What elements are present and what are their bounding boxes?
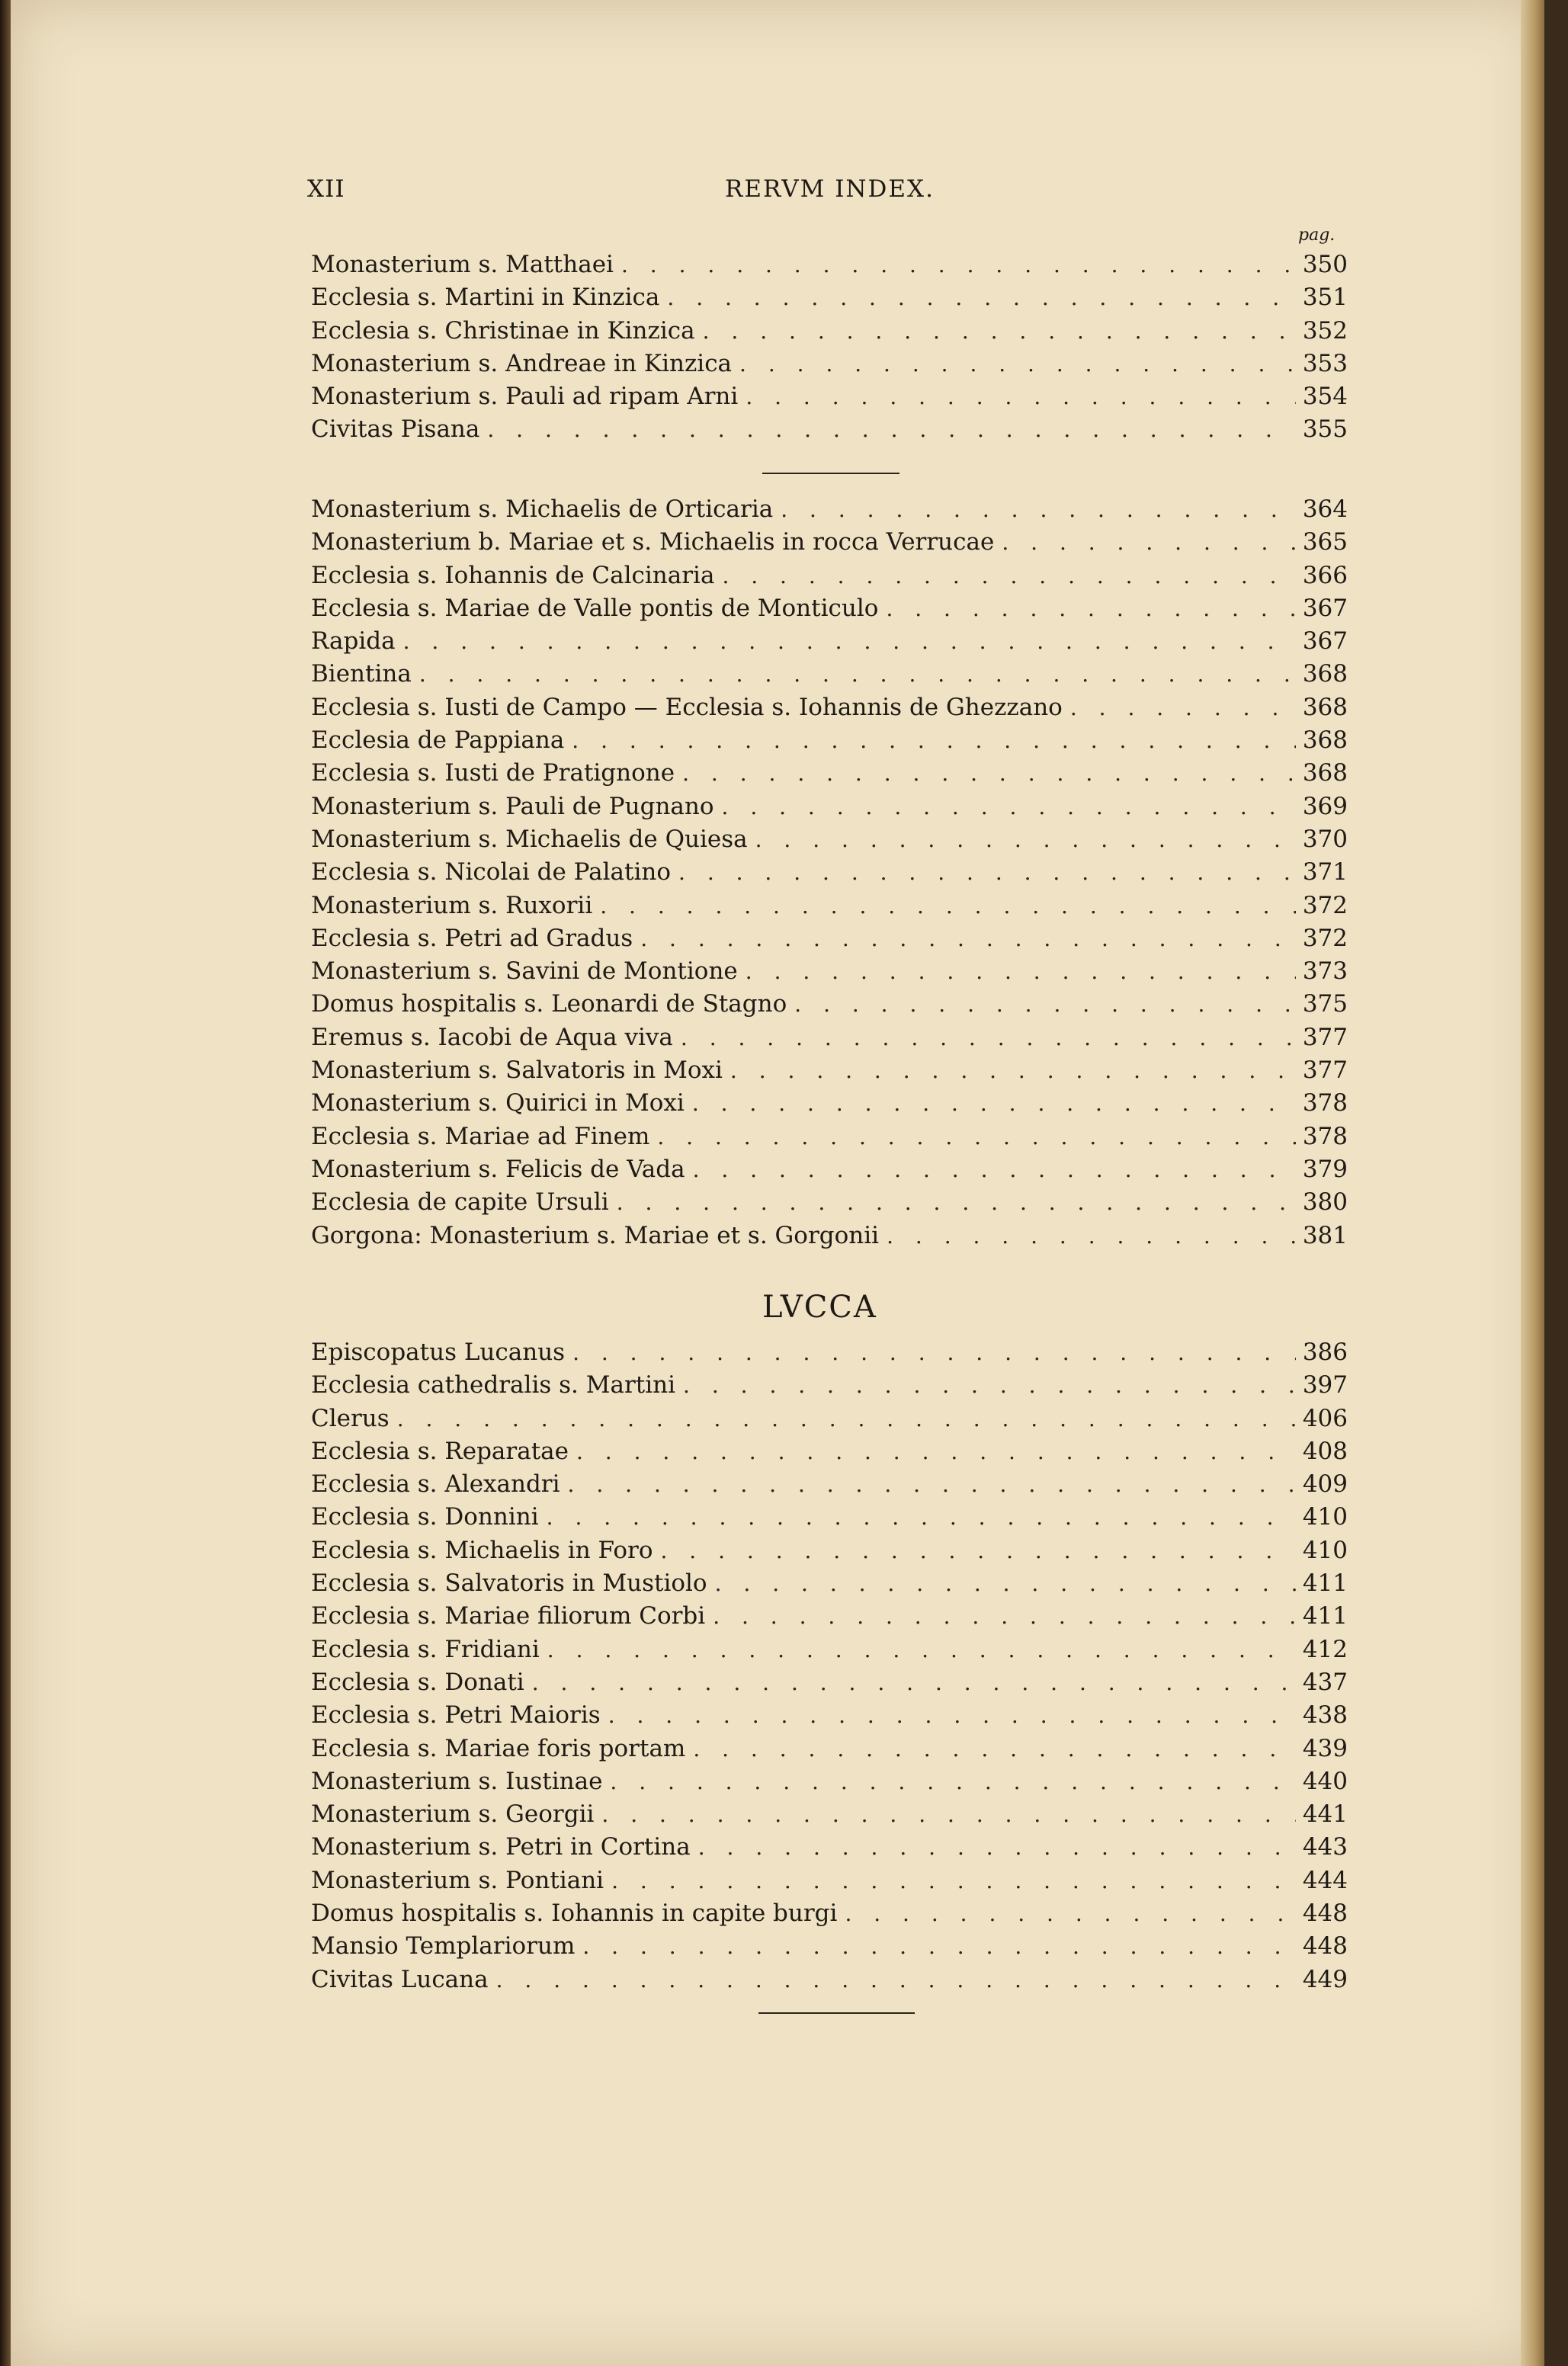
entry-title: Ecclesia de Pappiana [311,726,565,755]
entry-page-number: 412 [1302,1635,1348,1663]
entry-page-number: 408 [1302,1437,1348,1465]
entry-title: Ecclesia s. Mariae de Valle pontis de Monticulo [311,594,879,622]
index-entry [311,1369,1348,1402]
entry-page-number: 406 [1302,1404,1348,1432]
dot-leader [532,1666,1296,1699]
dot-leader [730,1054,1296,1087]
entry-title: Ecclesia s. Nicolai de Palatino [311,858,672,886]
entry-title: Monasterium s. Matthaei [311,251,614,278]
dot-leader [713,1600,1296,1633]
index-entry [311,922,1348,955]
entry-title: Gorgona: Monasterium s. Mariae et s. Gorgonii [311,1221,880,1249]
dot-leader [621,248,1296,281]
entry-page-number: 375 [1302,990,1348,1018]
section-divider [762,473,899,474]
entry-title: Monasterium s. Savini de Montione [311,957,738,986]
entry-title: Monasterium s. Pauli de Pugnano [311,792,714,820]
entry-page-number: 378 [1302,1089,1348,1117]
index-entry [311,1633,1348,1666]
index-entry [311,1403,1348,1435]
entry-page-number: 448 [1302,1900,1348,1928]
dot-leader [611,1864,1296,1897]
index-entry [311,1120,1348,1153]
index-list-pisa-1 [311,248,1348,447]
entry-page-number: 440 [1302,1767,1348,1795]
entry-page-number: 411 [1302,1602,1348,1630]
dot-leader [781,493,1296,526]
dot-leader [568,1468,1296,1501]
index-entry [311,1435,1348,1468]
index-list-lucca [311,1336,1348,1996]
index-entry [311,691,1348,724]
index-entry [311,1501,1348,1534]
entry-page-number: 354 [1302,383,1348,411]
dot-leader [693,1733,1296,1765]
index-list-pisa-2 [311,493,1348,1252]
entry-title: Civitas Lucana [311,1965,489,1993]
entry-page-number: 370 [1302,825,1348,853]
index-entry [311,1864,1348,1897]
entry-page-number: 410 [1302,1503,1348,1531]
entry-title: Ecclesia s. Michaelis in Foro [311,1536,653,1564]
dot-leader [397,1403,1296,1435]
index-entry [311,988,1348,1021]
entry-title: Ecclesia s. Reparatae [311,1437,569,1465]
entry-title: Monasterium s. Michaelis de Orticaria [311,495,774,523]
entry-title: Mansio Templariorum [311,1932,576,1960]
entry-title: Bientina [311,660,412,688]
dot-leader [617,1186,1296,1219]
dot-leader [582,1930,1296,1963]
dot-leader [572,724,1296,757]
index-entry [311,413,1348,446]
entry-title: Monasterium s. Iustinae [311,1767,603,1795]
index-entry [311,1897,1348,1930]
entry-page-number: 409 [1302,1470,1348,1499]
dot-leader [755,823,1296,856]
index-entry [311,1699,1348,1732]
index-entry [311,856,1348,889]
dot-leader [547,1501,1296,1534]
index-entry [311,493,1348,526]
entry-page-number: 351 [1302,284,1348,312]
entry-title: Domus hospitalis s. Leonardi de Stagno [311,990,787,1018]
index-entry [311,1567,1348,1600]
entry-page-number: 377 [1302,1056,1348,1085]
index-entry [311,1186,1348,1219]
index-entry [311,1765,1348,1798]
entry-title: Ecclesia s. Donati [311,1668,524,1696]
dot-leader [496,1964,1296,1996]
entry-page-number: 379 [1302,1155,1348,1183]
entry-title: Ecclesia s. Martini in Kinzica [311,284,660,312]
entry-page-number: 381 [1302,1221,1348,1249]
entry-page-number: 448 [1302,1932,1348,1960]
entry-title: Eremus s. Iacobi de Aqua viva [311,1023,673,1051]
entry-page-number: 378 [1302,1122,1348,1150]
entry-title: Domus hospitalis s. Iohannis in capite burgi [311,1900,838,1928]
entry-title: Monasterium s. Ruxorii [311,891,593,919]
index-entry [311,890,1348,922]
index-entry [311,380,1348,413]
entry-title: Monasterium s. Michaelis de Quiesa [311,825,748,853]
entry-page-number: 367 [1302,627,1348,656]
entry-page-number: 368 [1302,660,1348,688]
entry-page-number: 352 [1302,316,1348,345]
entry-page-number: 365 [1302,528,1348,556]
entry-title: Monasterium s. Pauli ad ripam Arni [311,383,739,411]
index-entry [311,1087,1348,1120]
dot-leader [794,988,1296,1021]
entry-page-number: 368 [1302,726,1348,755]
entry-title: Ecclesia s. Iusti de Campo — Ecclesia s. Iohannis de Ghezzano [311,693,1063,721]
entry-page-number: 397 [1302,1371,1348,1399]
entry-title: Monasterium s. Felicis de Vada [311,1155,685,1183]
entry-title: Ecclesia s. Mariae filiorum Corbi [311,1602,706,1630]
entry-title: Ecclesia s. Iohannis de Calcinaria [311,561,715,589]
index-entry [311,1153,1348,1186]
dot-leader [681,1021,1296,1054]
entry-page-number: 441 [1302,1800,1348,1829]
index-entry [311,1831,1348,1864]
index-entry [311,625,1348,658]
entry-page-number: 353 [1302,349,1348,377]
dot-leader [667,281,1296,314]
index-entry [311,592,1348,625]
dot-leader [572,1336,1296,1369]
page-edge [1521,0,1544,2366]
entry-title: Episcopatus Lucanus [311,1338,566,1366]
dot-leader [661,1534,1297,1567]
entry-title: Ecclesia s. Petri Maioris [311,1701,601,1730]
entry-page-number: 411 [1302,1569,1348,1598]
index-entry [311,1798,1348,1831]
folio-number: XII [307,175,345,203]
entry-page-number: 444 [1302,1866,1348,1894]
dot-leader [419,658,1296,691]
entry-title: Ecclesia s. Mariae ad Finem [311,1122,650,1150]
index-entry [311,1534,1348,1567]
dot-leader [746,955,1296,988]
index-entry [311,315,1348,348]
entry-title: Monasterium s. Salvatoris in Moxi [311,1056,723,1085]
dot-leader [722,559,1296,592]
entry-page-number: 371 [1302,858,1348,886]
dot-leader [640,922,1296,955]
dot-leader [692,1087,1296,1120]
entry-title: Monasterium s. Pontiani [311,1866,604,1894]
dot-leader [547,1633,1296,1666]
index-entry [311,1021,1348,1054]
index-entry [311,724,1348,757]
dot-leader [608,1699,1296,1732]
entry-page-number: 438 [1302,1701,1348,1730]
index-entry [311,559,1348,592]
dot-leader [576,1435,1296,1468]
dot-leader [403,625,1296,658]
dot-leader [886,592,1296,625]
dot-leader [703,315,1296,348]
dot-leader [1070,691,1296,724]
index-entry [311,1468,1348,1501]
dot-leader [693,1153,1296,1186]
entry-title: Ecclesia s. Donnini [311,1503,539,1531]
index-entry [311,823,1348,856]
dot-leader [845,1897,1296,1930]
index-entry [311,248,1348,281]
dot-leader [610,1765,1296,1798]
index-entry [311,1054,1348,1087]
index-entry [311,1336,1348,1369]
dot-leader [715,1567,1296,1600]
dot-leader [1002,526,1296,559]
dot-leader [698,1831,1296,1864]
dot-leader [600,890,1296,922]
index-entry [311,1964,1348,1996]
entry-page-number: 350 [1302,251,1348,278]
entry-page-number: 380 [1302,1188,1348,1217]
entry-title: Ecclesia s. Alexandri [311,1470,560,1499]
dot-leader [678,856,1296,889]
entry-page-number: 372 [1302,924,1348,952]
entry-page-number: 366 [1302,561,1348,589]
entry-page-number: 364 [1302,495,1348,523]
entry-title: Monasterium s. Georgii [311,1800,595,1829]
index-entry [311,757,1348,790]
entry-page-number: 369 [1302,792,1348,820]
dot-leader [887,1220,1296,1252]
entry-page-number: 373 [1302,957,1348,986]
entry-title: Monasterium s. Petri in Cortina [311,1833,691,1861]
index-entry [311,348,1348,380]
entry-title: Clerus [311,1404,390,1432]
entry-title: Ecclesia cathedralis s. Martini [311,1371,676,1399]
dot-leader [739,348,1296,380]
entry-page-number: 386 [1302,1338,1348,1366]
entry-page-number: 443 [1302,1833,1348,1861]
entry-title: Ecclesia de capite Ursuli [311,1188,609,1217]
end-divider [758,2012,915,2014]
entry-page-number: 355 [1302,415,1348,444]
entry-title: Civitas Pisana [311,415,480,444]
index-entry [311,1733,1348,1765]
entry-page-number: 410 [1302,1536,1348,1564]
entry-title: Ecclesia s. Iusti de Pratignone [311,759,675,787]
entry-title: Ecclesia s. Mariae foris portam [311,1734,686,1762]
dot-leader [722,790,1296,823]
running-title: RERVM INDEX. [725,175,935,203]
index-entry [311,281,1348,314]
entry-title: Ecclesia s. Salvatoris in Mustiolo [311,1569,707,1598]
running-head [307,175,1364,206]
entry-title: Monasterium s. Quirici in Moxi [311,1089,685,1117]
entry-title: Ecclesia s. Petri ad Gradus [311,924,633,952]
entry-title: Monasterium s. Andreae in Kinzica [311,349,733,377]
entry-page-number: 368 [1302,693,1348,721]
index-entry [311,1220,1348,1252]
entry-page-number: 367 [1302,594,1348,622]
index-entry [311,790,1348,823]
entry-page-number: 449 [1302,1965,1348,1993]
dot-leader [682,757,1296,790]
binding-gutter [0,0,11,2366]
entry-title: Ecclesia s. Fridiani [311,1635,540,1663]
entry-page-number: 368 [1302,759,1348,787]
index-entry [311,955,1348,988]
index-entry [311,1600,1348,1633]
entry-page-number: 377 [1302,1023,1348,1051]
index-entry [311,1930,1348,1963]
dot-leader [683,1369,1296,1402]
dot-leader [487,413,1296,446]
page-column-label: pag. [1298,226,1336,245]
index-entry [311,1666,1348,1699]
index-entry [311,526,1348,559]
section-heading-lucca: LVCCA [762,1290,877,1325]
dot-leader [657,1120,1296,1153]
entry-title: Ecclesia s. Christinae in Kinzica [311,316,695,345]
entry-title: Monasterium b. Mariae et s. Michaelis in rocca Verrucae [311,528,995,556]
entry-page-number: 437 [1302,1668,1348,1696]
entry-page-number: 439 [1302,1734,1348,1762]
dot-leader [601,1798,1296,1831]
index-entry [311,658,1348,691]
entry-title: Rapida [311,627,396,656]
dot-leader [746,380,1296,413]
entry-page-number: 372 [1302,891,1348,919]
